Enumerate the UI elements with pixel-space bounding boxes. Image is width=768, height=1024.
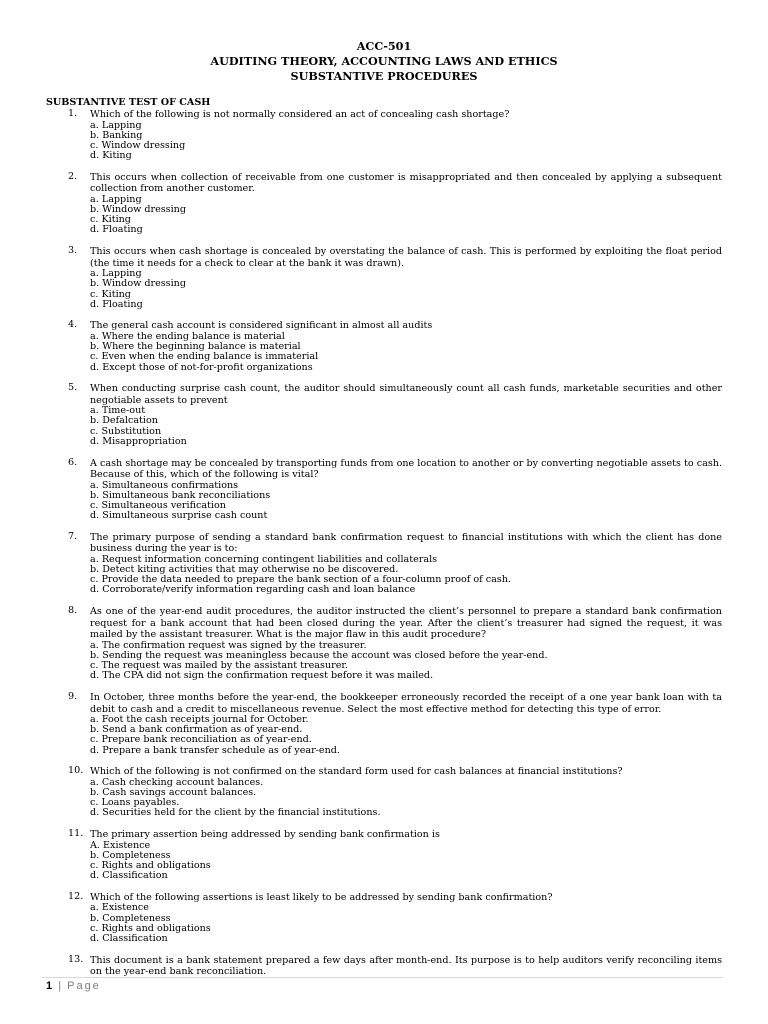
question-number: 7. — [68, 530, 78, 542]
question-item — [68, 456, 722, 522]
question-number: 13. — [68, 953, 84, 965]
page-label: Page — [67, 980, 101, 992]
answer-option: b. Cash savings account balances. — [90, 787, 257, 799]
question-item — [68, 319, 722, 373]
answer-option: b. Completeness — [90, 849, 171, 861]
answer-option: d. Classification — [90, 933, 168, 945]
question-number: 9. — [68, 691, 78, 702]
answer-option: d. Corroborate/verify information regarding cash and loan balance — [90, 584, 416, 596]
answer-option: c. Rights and obligations — [90, 860, 211, 872]
question-text: This occurs when collection of receivable from one customer is misappropriated and then concealed by applying a subsequent collection from another customer. — [90, 171, 722, 195]
answer-option: b. Banking — [90, 129, 143, 141]
question-item — [68, 828, 722, 882]
question-item — [68, 691, 722, 756]
answer-option: a. Where the ending balance is material — [90, 330, 285, 342]
answer-option: c. Even when the ending balance is immaterial — [90, 351, 319, 363]
question-text: The general cash account is considered significant in almost all audits — [90, 320, 433, 332]
page-footer — [46, 980, 101, 993]
answer-option: c. The request was mailed by the assistant treasurer. — [90, 660, 348, 672]
answer-option: b. Window dressing — [90, 204, 186, 216]
question-text: The primary assertion being addressed by sending bank confirmation is — [90, 829, 440, 841]
question-text: When conducting surprise cash count, the auditor should simultaneously count all cash funds, marketable securities and other negotiable assets to prevent — [90, 383, 722, 406]
answer-option: b. Detect kiting activities that may otherwise no be discovered. — [90, 564, 399, 576]
answer-option: a. Lapping — [90, 193, 142, 205]
footer-divider — [42, 977, 723, 978]
question-number: 1. — [68, 108, 78, 119]
document-header — [0, 39, 768, 84]
answer-option: d. Floating — [90, 224, 143, 236]
answer-option: d. Prepare a bank transfer schedule as of year-end. — [90, 744, 340, 756]
answer-option: a. The confirmation request was signed by the treasurer. — [90, 639, 367, 651]
answer-option: A. Existence — [90, 839, 151, 851]
question-number: 3. — [68, 245, 78, 257]
question-number: 4. — [68, 319, 78, 331]
question-text: A cash shortage may be concealed by transporting funds from one location to another or by converting negotiable assets to cash. Because of this, which of the following is vital? — [90, 457, 722, 481]
answer-option: d. Misappropriation — [90, 435, 187, 447]
answer-option: b. Simultaneous bank reconciliations — [90, 489, 271, 501]
section-title: SUBSTANTIVE TEST OF CASH — [46, 97, 211, 108]
question-text: Which of the following is not confirmed on the standard form used for cash balances at financial institutions? — [90, 766, 623, 778]
question-number: 6. — [68, 456, 78, 468]
answer-option: d. Floating — [90, 298, 143, 310]
question-item — [68, 530, 722, 596]
answer-option: b. Window dressing — [90, 278, 186, 290]
footer-separator: | — [58, 980, 62, 992]
question-item — [68, 953, 722, 978]
answer-option: a. Foot the cash receipts journal for October. — [90, 714, 309, 725]
answer-option: c. Kiting — [90, 288, 131, 300]
question-list — [0, 109, 768, 988]
answer-option: a. Time-out — [90, 405, 146, 417]
answer-option: d. Securities held for the client by the financial institutions. — [90, 807, 381, 819]
course-title: AUDITING THEORY, ACCOUNTING LAWS AND ETHICS — [210, 54, 558, 68]
answer-option: d. Simultaneous surprise cash count — [90, 510, 268, 522]
question-number: 5. — [68, 382, 78, 394]
answer-option: b. Sending the request was meaningless because the account was closed before the year-end. — [90, 649, 548, 661]
question-number: 12. — [68, 890, 84, 902]
answer-option: c. Loans payables. — [90, 797, 180, 809]
answer-option: a. Request information concerning contingent liabilities and collaterals — [90, 553, 438, 565]
answer-option: a. Lapping — [90, 268, 142, 280]
answer-option: b. Where the beginning balance is material — [90, 341, 301, 353]
answer-option: c. Kiting — [90, 214, 131, 226]
answer-option: c. Provide the data needed to prepare the bank section of a four-column proof of cash. — [90, 574, 511, 586]
answer-option: c. Window dressing — [90, 139, 186, 151]
question-number: 11. — [68, 828, 84, 840]
answer-option: d. Kiting — [90, 150, 132, 162]
question-text: The primary purpose of sending a standard bank confirmation request to financial institutions with which the client has done business during the year is to: — [90, 531, 722, 555]
answer-option: c. Prepare bank reconciliation as of year-end. — [90, 734, 312, 746]
question-text: In October, three months before the year-end, the bookkeeper erroneously recorded the receipt of a one year bank loan with ta debit to cash and a credit to miscellaneous revenue. Select the most effective method for detecting this type of error. — [90, 692, 722, 715]
answer-option: d. Except those of not-for-profit organizations — [90, 361, 313, 373]
question-item — [68, 382, 722, 447]
course-code: ACC-501 — [356, 39, 412, 53]
answer-option: b. Defalcation — [90, 415, 158, 427]
answer-option: a. Existence — [90, 902, 149, 914]
question-item — [68, 605, 722, 682]
page-number: 1 — [46, 980, 53, 992]
answer-option: d. The CPA did not sign the confirmation request before it was mailed. — [90, 670, 434, 682]
answer-option: c. Simultaneous verification — [90, 499, 226, 511]
question-text: Which of the following assertions is least likely to be addressed by sending bank confirmation? — [90, 891, 553, 903]
answer-option: a. Cash checking account balances. — [90, 776, 264, 788]
topic-title: SUBSTANTIVE PROCEDURES — [290, 69, 478, 83]
question-number: 8. — [68, 605, 78, 617]
question-item — [68, 765, 722, 819]
question-item — [68, 245, 722, 310]
question-text: This occurs when cash shortage is concealed by overstating the balance of cash. This is performed by exploiting the float period (the time it needs for a check to clear at the bank it was drawn). — [90, 246, 722, 269]
question-number: 2. — [68, 170, 78, 182]
answer-option: b. Send a bank confirmation as of year-end. — [90, 724, 303, 736]
question-item — [68, 890, 722, 945]
question-text: As one of the year-end audit procedures, the auditor instructed the client’s personnel to prepare a standard bank confirmation request for a bank account that had been closed during the year. After the client’s treasurer had signed the request, it was mailed by the assistant treasurer. What is the major flaw in this audit procedure? — [90, 606, 722, 641]
question-number: 10. — [68, 765, 84, 777]
question-item — [68, 108, 722, 162]
answer-option: c. Substitution — [90, 425, 162, 437]
question-text: Which of the following is not normally considered an act of concealing cash shortage? — [90, 109, 510, 120]
answer-option: a. Simultaneous confirmations — [90, 479, 239, 491]
answer-option: b. Completeness — [90, 912, 171, 924]
question-item — [68, 170, 722, 236]
question-text: This document is a bank statement prepared a few days after month-end. Its purpose is to help auditors verify reconciling items on the year-end bank reconciliation. — [90, 954, 722, 978]
answer-option: d. Classification — [90, 870, 168, 882]
answer-option: c. Rights and obligations — [90, 922, 211, 934]
answer-option: a. Lapping — [90, 119, 142, 131]
